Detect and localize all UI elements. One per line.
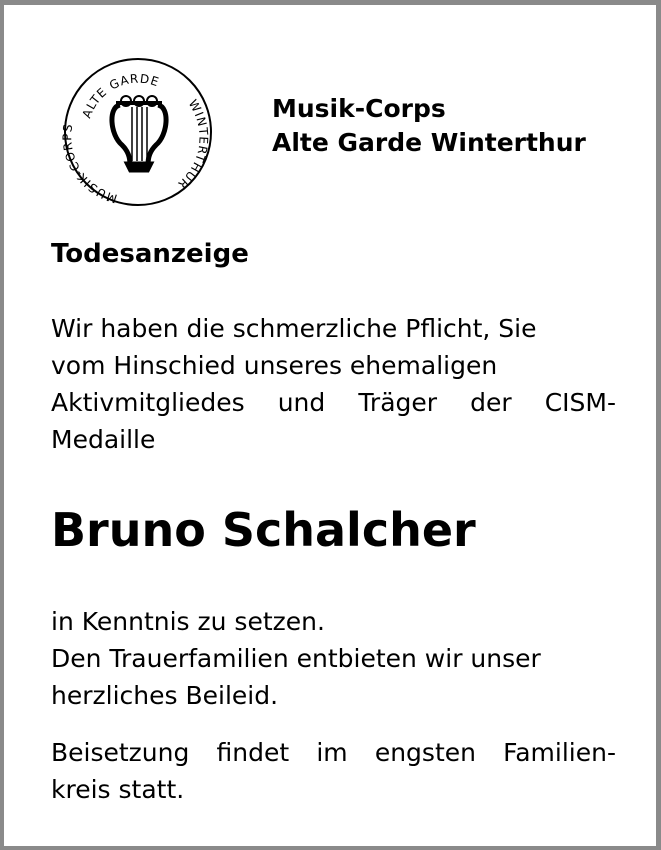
- intro-line: Wir haben die schmerzliche Pflicht, Sie: [51, 314, 537, 343]
- condolence-line: Den Trauerfamilien entbieten wir unser: [51, 644, 541, 673]
- deceased-name: Bruno Schalcher: [51, 503, 476, 557]
- org-line-2: Alte Garde Winterthur: [272, 128, 586, 157]
- org-line-1: Musik-Corps: [272, 94, 446, 123]
- burial-line: Beisetzung findet im engsten Familien-: [51, 738, 616, 767]
- seal-right-text: WINTERTHUR: [174, 97, 211, 193]
- condolence-line: in Kenntnis zu setzen.: [51, 607, 325, 636]
- seal-top-text: ALTE GARDE: [79, 71, 162, 121]
- organization-name: [272, 92, 586, 160]
- notice-heading: Todesanzeige: [51, 239, 249, 269]
- intro-paragraph: [51, 310, 616, 458]
- svg-text:WINTERTHUR: [175, 97, 211, 192]
- burial-paragraph: [51, 734, 616, 808]
- svg-text:MUSIK-CORPS: [60, 122, 119, 205]
- seal-left-text: MUSIK-CORPS: [60, 122, 119, 206]
- music-corps-seal: [60, 57, 216, 207]
- burial-line: kreis statt.: [51, 775, 185, 804]
- condolence-paragraph: [51, 603, 616, 714]
- condolence-line: herzliches Beileid.: [51, 681, 279, 710]
- intro-line: Medaille: [51, 425, 156, 454]
- lyre-icon: [112, 96, 166, 171]
- intro-line: Aktivmitgliedes und Träger der CISM-: [51, 388, 616, 417]
- intro-line: vom Hinschied unseres ehemaligen: [51, 351, 498, 380]
